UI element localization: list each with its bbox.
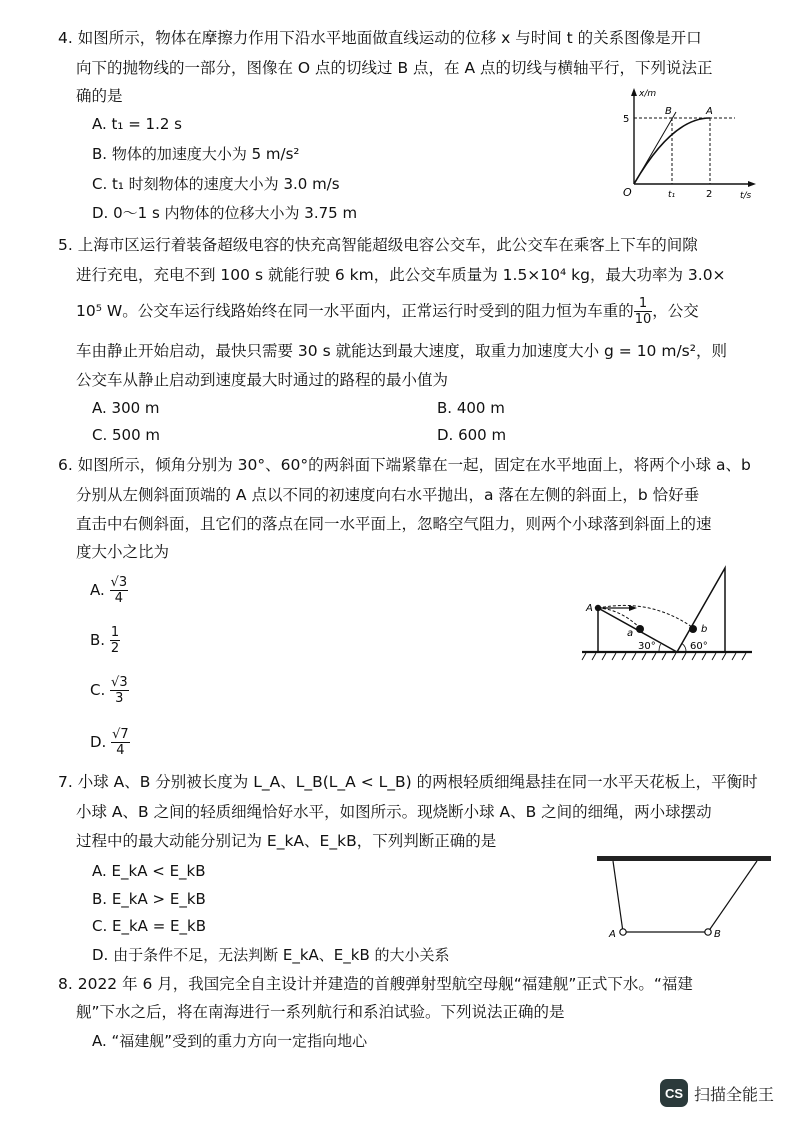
q7-option-a: A. E_kA < E_kB: [92, 862, 206, 880]
q6-figure-ball-b: b: [701, 624, 708, 635]
q5-option-d: D. 600 m: [437, 426, 507, 444]
q4-graph-ylabel: x/m: [639, 89, 657, 99]
q7-pendulum-figure: [595, 852, 775, 944]
scanner-app-name: 扫描全能王: [694, 1084, 775, 1104]
q6-option-a-fraction: [110, 575, 129, 606]
q5-option-a: A. 300 m: [92, 399, 160, 417]
q6-option-a: [90, 575, 128, 606]
q7-stem-line1: 7. 小球 A、B 分别被长度为 L_A、L_B(L_A < L_B) 的两根轻质细绳悬挂在同一水平天花板上，平衡时: [58, 773, 758, 791]
q6-option-a-den: 4: [114, 591, 123, 606]
q8-option-a: A. “福建舰”受到的重力方向一定指向地心: [92, 1032, 368, 1050]
q4-option-d: D. 0～1 s 内物体的位移大小为 3.75 m: [92, 204, 358, 222]
q6-stem-line2: 分别从左侧斜面顶端的 A 点以不同的初速度向右水平抛出，a 落在左侧的斜面上，b 恰好垂: [76, 486, 700, 504]
q4-graph-x2: 2: [706, 189, 713, 200]
q5-stem-line3: [76, 296, 699, 327]
q7-figure-ball-a: A: [609, 929, 616, 940]
q4-stem-line3: 确的是: [76, 87, 123, 105]
q4-graph-point-b: B: [665, 106, 672, 117]
q6-option-d-den: 4: [116, 743, 125, 758]
q6-option-b-num: 1: [110, 625, 120, 640]
q6-figure-angle-60: 60°: [690, 641, 708, 652]
q8-stem-line1: 8. 2022 年 6 月，我国完全自主设计并建造的首艘弹射型航空母舰“福建舰”正式下水。“福建: [58, 975, 693, 993]
q6-option-d-num: √7: [112, 727, 129, 742]
q6-stem-line3: 直击中右侧斜面，且它们的落点在同一水平面上，忽略空气阻力，则两个小球落到斜面上的速: [76, 515, 712, 533]
q6-option-c-fraction: [110, 675, 129, 706]
q4-graph-xlabel: t/s: [740, 191, 752, 201]
q5-stem-line4: 车由静止开始启动，最快只需要 30 s 就能达到最大速度，取重力加速度大小 g = 10 m/s²，则: [76, 342, 727, 360]
scanner-watermark: [660, 1078, 774, 1108]
q6-figure-point-a: A: [586, 603, 593, 614]
q7-stem-line3: 过程中的最大动能分别记为 E_kA、E_kB，下列判断正确的是: [76, 832, 497, 850]
q6-option-a-num: √3: [110, 575, 128, 590]
q5-stem-line3-tail: ，公交: [652, 302, 699, 320]
q6-option-b-den: 2: [110, 641, 120, 656]
q6-option-b-label: B.: [90, 631, 106, 649]
q6-option-d-fraction: [111, 727, 130, 758]
q6-figure-ball-a: a: [627, 628, 634, 639]
q5-stem-line2: 进行充电，充电不到 100 s 就能行驶 6 km，此公交车质量为 1.5×10⁴ kg，最大功率为 3.0×: [76, 266, 726, 284]
q5-fraction-den: 10: [634, 312, 652, 327]
q4-option-b: B. 物体的加速度大小为 5 m/s²: [92, 145, 300, 163]
q6-option-d-label: D.: [90, 733, 107, 751]
q5-stem-line3-text: 10⁵ W。公交车运行线路始终在同一水平面内，正常运行时受到的阻力恒为车重的: [76, 302, 634, 320]
q7-figure-ball-b: B: [714, 929, 721, 940]
q6-stem-line4: 度大小之比为: [76, 543, 170, 561]
q6-option-b: [90, 625, 120, 656]
q6-inclines-figure: [580, 560, 755, 665]
q7-option-c: C. E_kA = E_kB: [92, 917, 206, 935]
q7-option-b: B. E_kA > E_kB: [92, 890, 206, 908]
q6-option-d: [90, 727, 130, 758]
q4-option-a: A. t₁ = 1.2 s: [92, 115, 182, 133]
q6-figure-angle-30: 30°: [638, 641, 656, 652]
q6-option-c: [90, 675, 129, 706]
q7-option-d: D. 由于条件不足，无法判断 E_kA、E_kB 的大小关系: [92, 946, 450, 964]
q6-option-c-num: √3: [111, 675, 128, 690]
q4-graph-y5: 5: [623, 114, 630, 125]
q5-fraction: [634, 296, 653, 327]
q5-stem-line1: 5. 上海市区运行着装备超级电容的快充高智能超级电容公交车，此公交车在乘客上下车的间隙: [58, 236, 698, 254]
q4-option-c: C. t₁ 时刻物体的速度大小为 3.0 m/s: [92, 175, 340, 193]
q5-fraction-num: 1: [634, 296, 653, 312]
q4-xt-graph: [620, 86, 760, 206]
q5-option-c: C. 500 m: [92, 426, 161, 444]
q4-stem-line2: 向下的抛物线的一部分，图像在 O 点的切线过 B 点，在 A 点的切线与横轴平行，下列说法正: [76, 59, 713, 77]
q6-option-b-fraction: [110, 625, 120, 656]
q7-stem-line2: 小球 A、B 之间的轻质细绳恰好水平，如图所示。现烧断小球 A、B 之间的细绳，两小球摆动: [76, 803, 712, 821]
q5-option-b: B. 400 m: [437, 399, 505, 417]
q4-graph-t1: t₁: [668, 190, 676, 200]
q6-option-a-label: A.: [90, 581, 105, 599]
q4-graph-point-a: A: [706, 106, 713, 117]
q4-graph-origin: O: [623, 186, 632, 199]
q8-stem-line2: 舰”下水之后，将在南海进行一系列航行和系泊试验。下列说法正确的是: [76, 1003, 565, 1021]
camscanner-logo-icon: CS: [660, 1079, 688, 1107]
q6-option-c-label: C.: [90, 681, 106, 699]
q6-option-c-den: 3: [115, 691, 124, 706]
q5-stem-line5: 公交车从静止启动到速度最大时通过的路程的最小值为: [76, 371, 449, 389]
q6-stem-line1: 6. 如图所示，倾角分别为 30°、60°的两斜面下端紧靠在一起，固定在水平地面上，将两个小球 a、b: [58, 456, 751, 474]
q4-stem-line1: 4. 如图所示，物体在摩擦力作用下沿水平地面做直线运动的位移 x 与时间 t 的关系图像是开口: [58, 29, 702, 47]
